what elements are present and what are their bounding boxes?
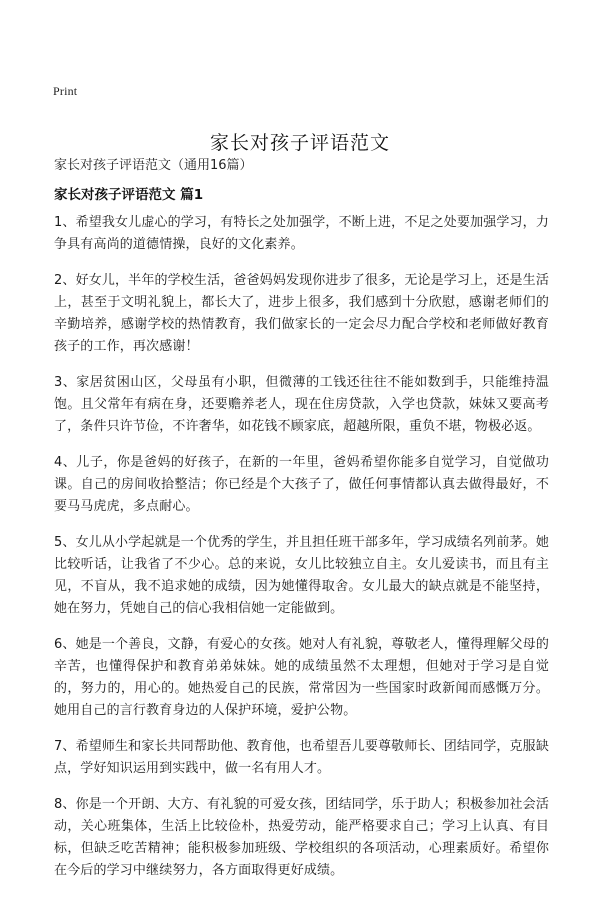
paragraph: 4、儿子，你是爸妈的好孩子，在新的一年里，爸妈希望你能多自觉学习，自觉做功课。自己的房间收拾整洁；你已经是个大孩子了，做任何事情都认真去做得最好，不要马马虎虎，多点耐心。 xyxy=(54,455,549,514)
paragraph: 1、希望我女儿虚心的学习，有特长之处加强学，不断上进，不足之处要加强学习，力争具有高尚的道德情操，良好的文化素养。 xyxy=(54,215,549,252)
section-heading: 家长对孩子评语范文 篇1 xyxy=(54,187,204,203)
document-body xyxy=(54,212,549,896)
paragraph: 3、家居贫困山区，父母虽有小职，但微薄的工钱还往往不能如数到手，只能维持温饱。且父常年有病在身，还要赡养老人，现在住房贷款，入学也贷款，妹妹又要高考了，条件只许节俭，不许奢华，如花钱不顾家底，超越所限，重负不堪，物极必返。 xyxy=(54,375,549,434)
paragraph: 5、女儿从小学起就是一个优秀的学生，并且担任班干部多年，学习成绩名列前茅。她比较听话，让我省了不少心。总的来说，女儿比较独立自主。女儿爱读书，而且有主见，不盲从，我不追求她的成绩，因为她懂得取舍。女儿最大的缺点就是不能坚持，她在努力，凭她自己的信心我相信她一定能做到。 xyxy=(54,535,549,616)
print-label: Print xyxy=(53,84,78,98)
document-subtitle: 家长对孩子评语范文（通用16篇） xyxy=(54,158,253,173)
paragraph: 6、她是一个善良，文静，有爱心的女孩。她对人有礼貌，尊敬老人，懂得理解父母的辛苦，也懂得保护和教育弟弟妹妹。她的成绩虽然不太理想，但她对于学习是自觉的，努力的，用心的。她热爱自己的民族，常常因为一些国家时政新闻而感慨万分。她用自己的言行教育身边的人保护环境，爱护公物。 xyxy=(54,637,549,718)
page-title: 家长对孩子评语范文 xyxy=(209,131,390,154)
paragraph: 8、你是一个开朗、大方、有礼貌的可爱女孩，团结同学，乐于助人；积极参加社会活动，关心班集体，生活上比较俭朴，热爱劳动，能严格要求自己；学习上认真、有目标，但缺乏吃苦精神；能积极参加班级、学校组织的各项活动，心理素质好。希望你在今后的学习中继续努力，各方面取得更好成绩。 xyxy=(54,797,549,878)
paragraph: 7、希望师生和家长共同帮助他、教育他，也希望吾儿要尊敬师长、团结同学，克服缺点，学好知识运用到实践中，做一名有用人才。 xyxy=(54,739,549,776)
paragraph: 2、好女儿，半年的学校生活，爸爸妈妈发现你进步了很多，无论是学习上，还是生活上，甚至于文明礼貌上，都长大了，进步上很多，我们感到十分欣慰，感谢老师们的辛勤培养，感谢学校的热情教育，我们做家长的一定会尽力配合学校和老师做好教育孩子的工作，再次感谢！ xyxy=(54,273,549,354)
